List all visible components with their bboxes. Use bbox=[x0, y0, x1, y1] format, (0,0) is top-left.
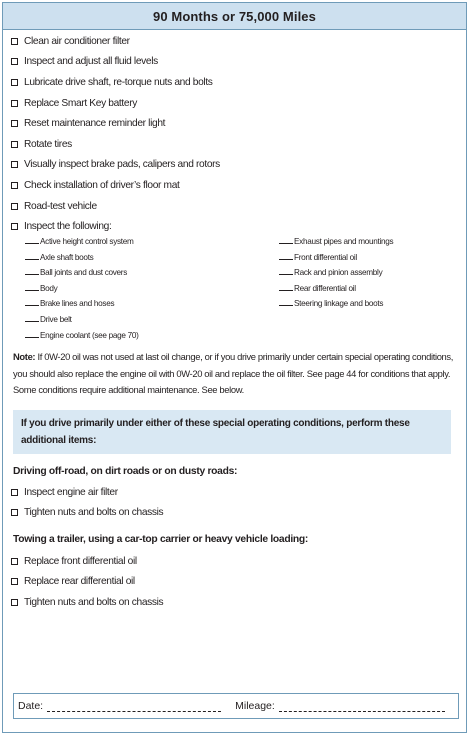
checklist-item-label: Check installation of driver’s floor mat bbox=[24, 179, 180, 191]
blank-line[interactable] bbox=[279, 243, 293, 244]
inspect-item-label: Body bbox=[40, 283, 58, 293]
checkbox-icon[interactable] bbox=[11, 578, 18, 585]
checklist-item[interactable] bbox=[11, 196, 461, 217]
inspect-item-label: Ball joints and dust covers bbox=[40, 268, 128, 278]
inspect-left-column bbox=[25, 234, 139, 343]
blank-line[interactable] bbox=[25, 321, 39, 322]
checklist-item[interactable] bbox=[11, 155, 461, 176]
checklist-item[interactable] bbox=[11, 482, 461, 503]
blank-line[interactable] bbox=[25, 305, 39, 306]
checklist-item-label: Reset maintenance reminder light bbox=[24, 118, 166, 130]
checklist-item[interactable] bbox=[11, 572, 461, 593]
checklist-item-label: Replace front differential oil bbox=[24, 555, 137, 567]
towing-checklist bbox=[11, 551, 461, 613]
checklist-item[interactable] bbox=[11, 175, 461, 196]
checklist-item-label: Replace rear differential oil bbox=[24, 576, 135, 588]
inspect-item[interactable] bbox=[279, 250, 393, 266]
inspect-item[interactable] bbox=[25, 250, 139, 266]
blank-line[interactable] bbox=[25, 259, 39, 260]
checklist-item[interactable] bbox=[11, 72, 461, 93]
inspect-item[interactable] bbox=[279, 281, 393, 297]
checkbox-icon[interactable] bbox=[11, 100, 18, 107]
inspect-item-label: Active height control system bbox=[40, 237, 134, 246]
inspect-item-label: Axle shaft boots bbox=[40, 252, 94, 262]
note-paragraph bbox=[13, 349, 453, 399]
date-field[interactable] bbox=[47, 711, 221, 712]
checklist-item-label: Lubricate drive shaft, re-torque nuts and bolts bbox=[24, 76, 213, 88]
checklist-item-label: Replace Smart Key battery bbox=[24, 97, 137, 109]
note-label: Note: bbox=[13, 351, 36, 362]
blank-line[interactable] bbox=[279, 305, 293, 306]
checklist-item[interactable] bbox=[11, 113, 461, 134]
checklist-item[interactable] bbox=[11, 31, 461, 52]
mileage-field[interactable] bbox=[279, 711, 445, 712]
checkbox-icon[interactable] bbox=[11, 223, 18, 230]
checklist-item-label: Clean air conditioner filter bbox=[24, 35, 130, 47]
inspect-item[interactable] bbox=[25, 312, 139, 328]
checklist-item-label: Visually inspect brake pads, calipers and rotors bbox=[24, 159, 220, 171]
checkbox-icon[interactable] bbox=[11, 203, 18, 210]
checklist-item-label: Inspect and adjust all fluid levels bbox=[24, 56, 158, 68]
inspect-item-label: Rack and pinion assembly bbox=[294, 268, 383, 278]
checkbox-icon[interactable] bbox=[11, 79, 18, 86]
inspect-item-label: Engine coolant (see page 70) bbox=[40, 330, 139, 340]
inspect-item-label: Drive belt bbox=[40, 314, 72, 324]
maintenance-card bbox=[2, 2, 467, 733]
special-conditions-banner bbox=[13, 410, 451, 454]
offroad-checklist bbox=[11, 482, 461, 523]
inspect-right-column bbox=[279, 234, 393, 312]
checklist-item-label: Road-test vehicle bbox=[24, 200, 97, 212]
special-conditions-text: If you drive primarily under either of these special operating conditions, perform these additional items: bbox=[21, 418, 410, 446]
checklist-item[interactable] bbox=[11, 52, 461, 73]
inspect-item[interactable] bbox=[25, 328, 139, 344]
inspect-item-label: Front differential oil bbox=[294, 252, 357, 262]
checkbox-icon[interactable] bbox=[11, 599, 18, 606]
main-checklist bbox=[11, 31, 461, 237]
checkbox-icon[interactable] bbox=[11, 509, 18, 516]
checklist-item-label: Rotate tires bbox=[24, 138, 72, 150]
date-label: Date: bbox=[18, 700, 44, 712]
card-title: 90 Months or 75,000 Miles bbox=[153, 8, 316, 24]
inspect-item[interactable] bbox=[25, 281, 139, 297]
inspect-item[interactable] bbox=[25, 265, 139, 281]
checkbox-icon[interactable] bbox=[11, 38, 18, 45]
blank-line[interactable] bbox=[25, 243, 39, 244]
inspect-item[interactable] bbox=[279, 265, 393, 281]
checklist-item-label: Tighten nuts and bolts on chassis bbox=[24, 596, 164, 608]
checklist-item-label: Inspect the following: bbox=[24, 221, 112, 233]
inspect-item-label: Exhaust pipes and mountings bbox=[294, 237, 394, 246]
inspect-item[interactable] bbox=[25, 234, 139, 250]
blank-line[interactable] bbox=[25, 290, 39, 291]
checkbox-icon[interactable] bbox=[11, 182, 18, 189]
checkbox-icon[interactable] bbox=[11, 558, 18, 565]
inspect-item-label: Brake lines and hoses bbox=[40, 299, 115, 309]
checkbox-icon[interactable] bbox=[11, 141, 18, 148]
card-header bbox=[3, 3, 466, 30]
inspect-item-label: Steering linkage and boots bbox=[294, 299, 384, 309]
inspect-item[interactable] bbox=[279, 296, 393, 312]
checklist-item-label: Inspect engine air filter bbox=[24, 486, 118, 498]
inspect-item[interactable] bbox=[279, 234, 393, 250]
towing-heading: Towing a trailer, using a car-top carrier or heavy vehicle loading: bbox=[13, 534, 309, 545]
inspect-item-label: Rear differential oil bbox=[294, 283, 356, 293]
checkbox-icon[interactable] bbox=[11, 161, 18, 168]
checklist-item-label: Tighten nuts and bolts on chassis bbox=[24, 507, 164, 519]
inspect-item[interactable] bbox=[25, 296, 139, 312]
note-text: If 0W-20 oil was not used at last oil change, or if you drive primarily under certain special operating conditions, you should also replace the engine oil with 0W-20 oil and replace the oil filter. See page 44 for conditions that apply. Some conditions require additional maintenance. See below. bbox=[13, 351, 454, 396]
blank-line[interactable] bbox=[279, 259, 293, 260]
checklist-item[interactable] bbox=[11, 551, 461, 572]
blank-line[interactable] bbox=[25, 337, 39, 338]
blank-line[interactable] bbox=[25, 274, 39, 275]
checklist-item[interactable] bbox=[11, 503, 461, 524]
mileage-label: Mileage: bbox=[235, 700, 275, 712]
blank-line[interactable] bbox=[279, 274, 293, 275]
checkbox-icon[interactable] bbox=[11, 120, 18, 127]
checkbox-icon[interactable] bbox=[11, 58, 18, 65]
offroad-heading: Driving off-road, on dirt roads or on dusty roads: bbox=[13, 466, 238, 477]
signoff-footer bbox=[13, 693, 459, 719]
checklist-item[interactable] bbox=[11, 93, 461, 114]
checkbox-icon[interactable] bbox=[11, 489, 18, 496]
checklist-item[interactable] bbox=[11, 134, 461, 155]
blank-line[interactable] bbox=[279, 290, 293, 291]
checklist-item[interactable] bbox=[11, 592, 461, 613]
